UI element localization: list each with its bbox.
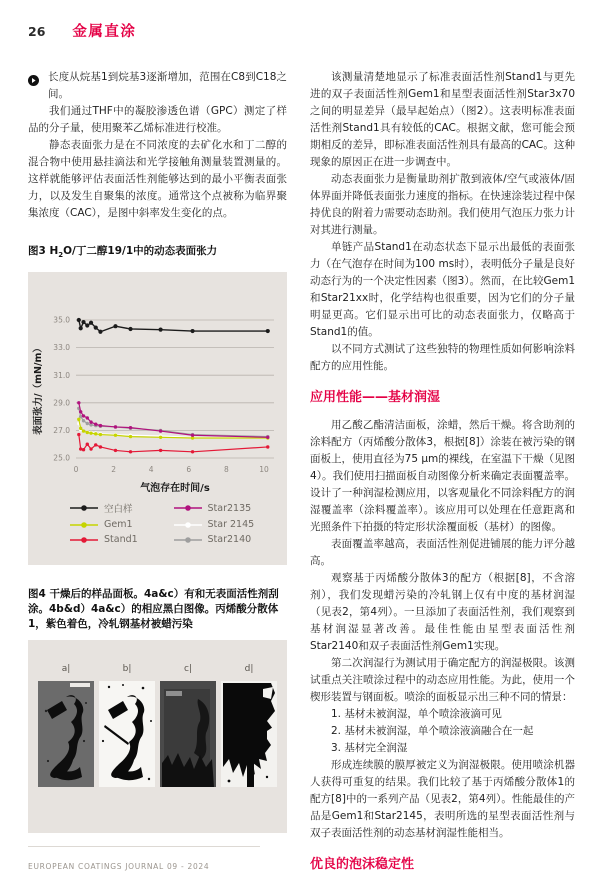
svg-text:表面张力/（mN/m）: 表面张力/（mN/m） bbox=[33, 343, 44, 435]
heading-foam-stability: 优良的泡沫稳定性 bbox=[310, 857, 415, 872]
footer-divider bbox=[28, 846, 260, 847]
paragraph: 我们通过THF中的凝胶渗透色谱（GPC）测定了样品的分子量，使用聚苯乙烯标准进行校准。 bbox=[28, 105, 287, 134]
paragraph: 形成连续膜的膜厚被定义为润湿极限。使用喷涂机器人获得可重复的结果。我们比较了基于丙烯酸分散体1的配方[8]中的一系列产品（见表2，第4列）。性能最佳的产品是Gem1和Star2145，表明所选的星型表面活性剂与双子表面活性剂的动态基材润湿性能相当。 bbox=[310, 759, 575, 839]
sample-panel-a bbox=[38, 664, 94, 787]
legend-marker-icon bbox=[174, 504, 202, 512]
paragraph: 第二次润湿行为测试用于确定配方的润湿极限。该测试重点关注喷涂过程中的动态应用性能。为此，使用一个楔形装置与钢面板。喷涂的面板显示出三种不同的情景： bbox=[310, 657, 575, 703]
two-column-layout bbox=[28, 69, 575, 884]
legend-marker-icon bbox=[70, 504, 98, 512]
svg-text:33.0: 33.0 bbox=[53, 343, 70, 353]
legend-item bbox=[70, 501, 174, 515]
svg-text:2: 2 bbox=[111, 465, 116, 475]
legend-label: Star2135 bbox=[207, 502, 252, 514]
footer-text: EUROPEAN COATINGS JOURNAL 09 - 2024 bbox=[28, 862, 210, 872]
svg-text:0: 0 bbox=[73, 465, 79, 475]
legend-item bbox=[174, 501, 278, 515]
svg-text:31.0: 31.0 bbox=[53, 370, 70, 380]
legend-marker-icon bbox=[174, 521, 202, 529]
list-item: 1. 基材未被润湿，单个喷涂液滴可见 bbox=[331, 708, 502, 720]
svg-text:4: 4 bbox=[148, 465, 154, 475]
svg-text:27.0: 27.0 bbox=[53, 426, 70, 436]
page-number: 26 bbox=[28, 24, 46, 39]
legend-label: Stand1 bbox=[104, 534, 138, 546]
legend-marker-icon bbox=[70, 521, 98, 529]
legend-item bbox=[174, 519, 278, 530]
svg-text:6: 6 bbox=[186, 465, 192, 475]
paragraph: 以不同方式测试了这些独特的物理性质如何影响涂料配方的应用性能。 bbox=[310, 343, 575, 372]
paragraph: 长度从烷基1到烷基3逐渐增加，范围在C8到C18之间。 bbox=[48, 71, 287, 100]
legend-item bbox=[70, 519, 174, 530]
paragraph: 表面覆盖率越高，表面活性剂促进铺展的能力评分越高。 bbox=[310, 538, 575, 567]
sample-panel-b bbox=[99, 664, 155, 787]
legend-label: 空白样 bbox=[104, 504, 133, 516]
panel-label: b| bbox=[122, 664, 132, 675]
chart-legend bbox=[28, 499, 287, 565]
sample-panel-d bbox=[221, 664, 277, 787]
paragraph: 静态表面张力是在不同浓度的去矿化水和丁二醇的混合物中使用悬挂滴法和光学接触角测量装置测量的。这样就能够评估表面活性剂能够达到的最小平衡表面张力，以及发生自聚集的浓度。通常这个点被称为临界聚集浓度（CAC），是图中斜率发生变化的点。 bbox=[28, 139, 287, 219]
legend-label: Gem1 bbox=[104, 519, 133, 531]
paragraph: 该测量清楚地显示了标准表面活性剂Stand1与更先进的双子表面活性剂Gem1和星型表面活性剂Star3x70之间的明显差异（最早起始点）（图2）。这表明标准表面活性剂Stand1具有较低的CAC。根据文献，您可能会预期相反的差异，即标准表面活性剂具有最高的CAC。这种现象的原因正在进一步调查中。 bbox=[310, 71, 575, 168]
paragraph: 动态表面张力是衡量助剂扩散到液体/空气或液体/固体界面并降低表面张力速度的指标。在快速涂装过程中保持优良的附着力需要动态助剂。我们使用气泡压力张力计对其进行测量。 bbox=[310, 173, 575, 236]
legend-marker-icon bbox=[174, 536, 202, 544]
paragraph: 观察基于丙烯酸分散体3的配方（根据[8]，不含溶剂），我们发现蜡污染的冷轧钢上仅有中度的基材润湿（见表2，第4列）。一旦添加了表面活性剂，我们观察到基材润湿显著改善。最佳性能由星型表面活性剂Star2140和双子表面活性剂Gem1实现。 bbox=[310, 572, 575, 652]
sample-panel-a-image bbox=[38, 681, 94, 787]
sample-panel-c bbox=[160, 664, 216, 787]
left-column bbox=[28, 69, 287, 884]
right-column bbox=[310, 69, 575, 884]
svg-text:8: 8 bbox=[224, 465, 229, 475]
page-footer bbox=[28, 846, 287, 871]
paragraph: 用乙酸乙酯清洁面板，涂蜡，然后干燥。将含助剂的涂料配方（丙烯酸分散体3，根据[8]）涂装在被污染的钢面板上，使用直径为75 μm的裸线，在室温下干燥（见图4）。我们使用扫描面板自动图像分析来确定表面覆盖率。设计了一种润湿检测应用，以客观量化不同涂料配方的润湿覆盖率（涂料覆盖率）。该应用可以处理在任意距离和光照条件下拍摄的特定形状涂覆面板（基材）的图像。 bbox=[310, 419, 575, 533]
section-title: 金属直涂 bbox=[72, 24, 137, 40]
legend-label: Star2140 bbox=[207, 534, 252, 546]
legend-item bbox=[70, 534, 174, 545]
panel-label: d| bbox=[244, 664, 254, 675]
legend-item bbox=[174, 534, 278, 545]
figure4-caption: 图4 干燥后的样品面板。4a&c）有和无表面活性剂刮涂。4b&d）4a&c）的相应黑白图像。丙烯酸分散体1，紫色着色，冷轧钢基材被蜡污染 bbox=[28, 588, 279, 631]
paragraph: 单链产品Stand1在动态状态下显示出最低的表面张力（在气泡存在时间为100 ms时），表明低分子量是良好动态行为的一个决定性因素（图3）。然而，在比较Gem1和Star21xx时，化学结构也很重要，因为它们的分子量明显更高。它们显示出可比的动态表面张力，仅略高于Stand1的值。 bbox=[310, 241, 575, 338]
legend-label: Star 2145 bbox=[207, 519, 255, 531]
legend-marker-icon bbox=[70, 536, 98, 544]
svg-text:25.0: 25.0 bbox=[53, 453, 70, 463]
continuation-bullet-row bbox=[28, 69, 287, 103]
figure4-image-box bbox=[28, 640, 287, 833]
panel-label: c| bbox=[184, 664, 192, 675]
figure3-caption: 图3 $H_2O/$丁二醇19/1中的动态表面张力 bbox=[28, 245, 218, 260]
panel-label: a| bbox=[61, 664, 71, 675]
figure3-chart bbox=[28, 272, 287, 565]
chart-plot bbox=[28, 272, 287, 499]
sample-panel-d-image bbox=[221, 681, 277, 787]
list-item: 3. 基材完全润湿 bbox=[331, 742, 408, 754]
svg-text:29.0: 29.0 bbox=[53, 398, 70, 408]
continuation-arrow-icon bbox=[28, 71, 39, 90]
svg-text:气泡存在时间/s: 气泡存在时间/s bbox=[140, 483, 210, 495]
svg-text:10: 10 bbox=[259, 465, 269, 475]
sample-panel-c-image bbox=[160, 681, 216, 787]
svg-text:35.0: 35.0 bbox=[53, 315, 70, 325]
sample-panel-row bbox=[38, 664, 277, 787]
page-header bbox=[28, 20, 575, 41]
sample-panel-b-image bbox=[99, 681, 155, 787]
list-item: 2. 基材未被润湿，单个喷涂液滴融合在一起 bbox=[331, 725, 534, 737]
heading-application-performance: 应用性能——基材润湿 bbox=[310, 390, 441, 405]
